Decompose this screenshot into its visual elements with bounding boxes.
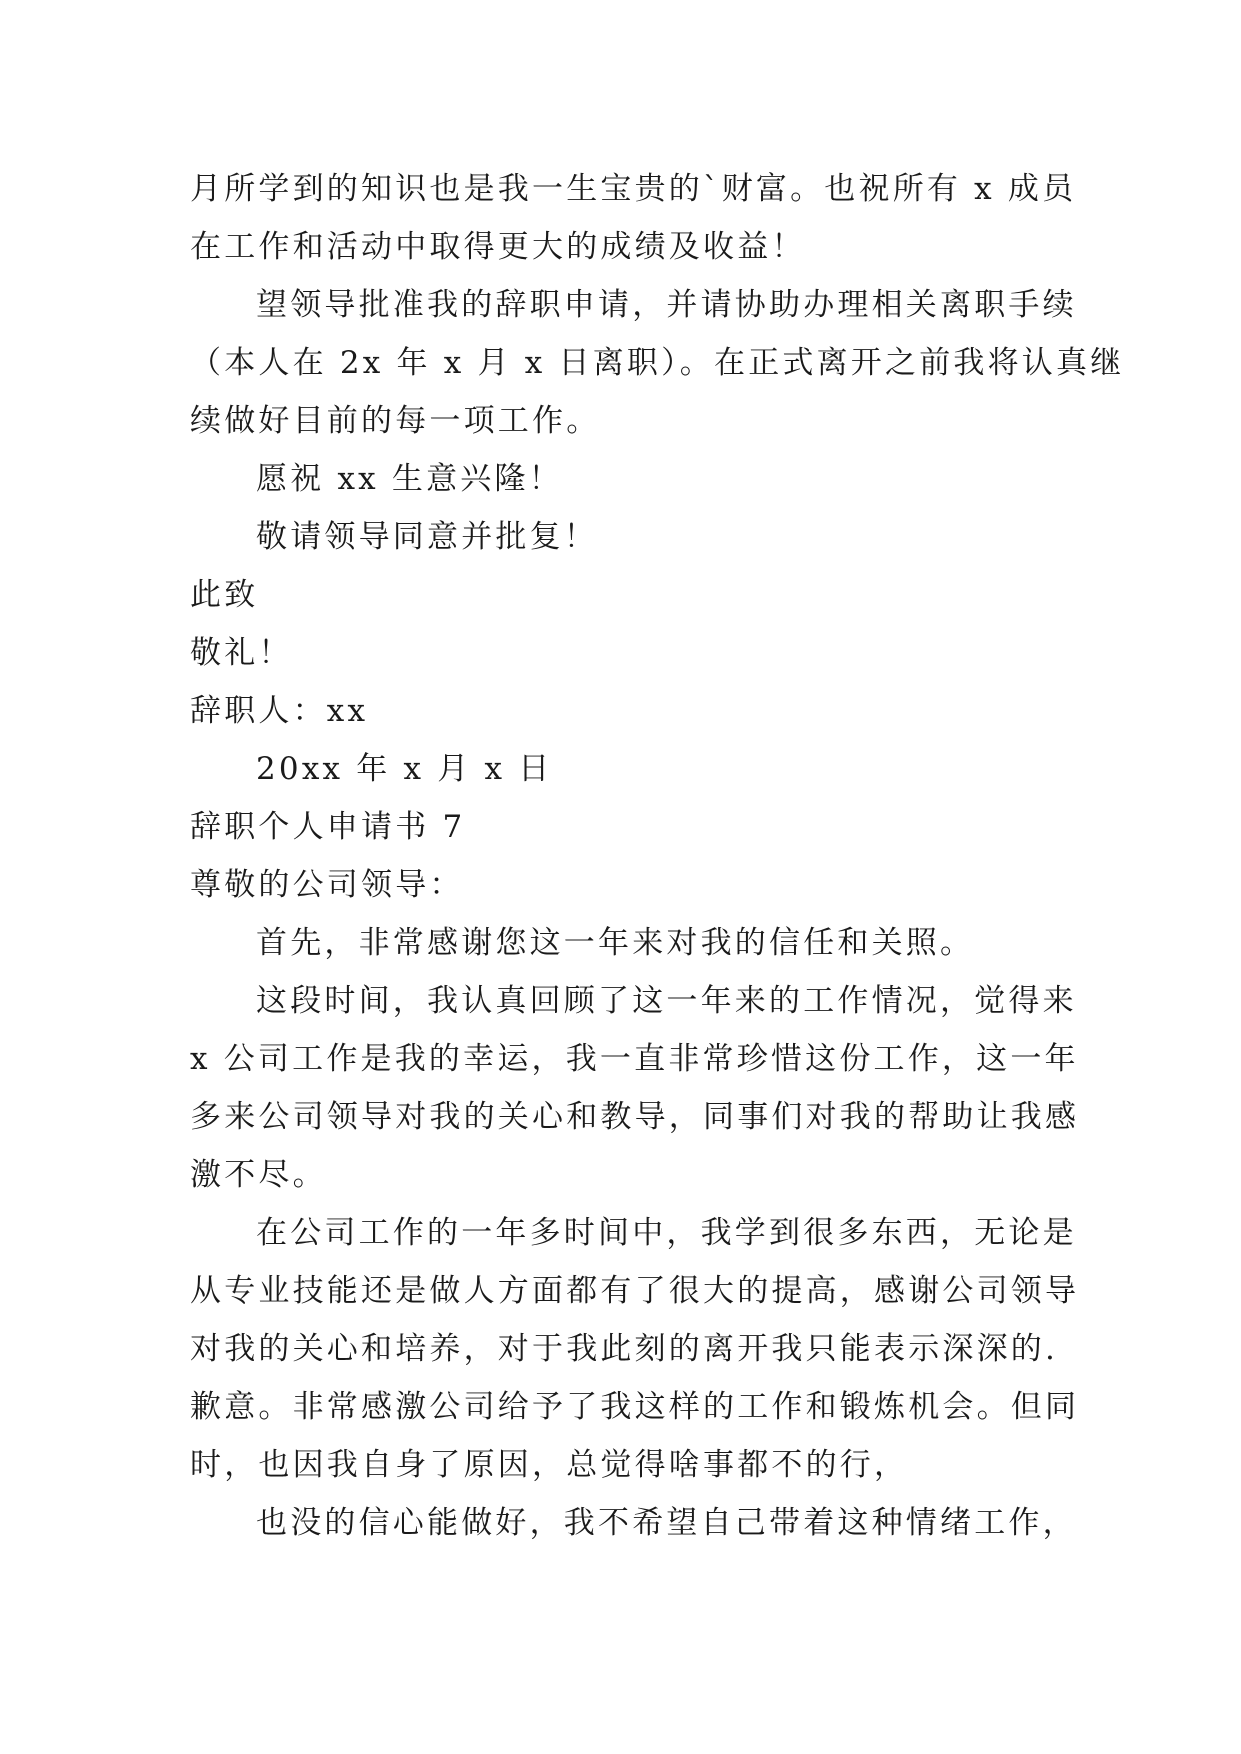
- body-line: 望领导批准我的辞职申请，并请协助办理相关离职手续: [256, 287, 1077, 323]
- body-line: 在公司工作的一年多时间中，我学到很多东西，无论是: [256, 1215, 1077, 1251]
- section-title: 辞职个人申请书 7: [190, 809, 466, 845]
- salutation-line: 尊敬的公司领导：: [190, 867, 464, 903]
- body-line: 激不尽。: [190, 1157, 327, 1193]
- body-line: 在工作和活动中取得更大的成绩及收益！: [190, 229, 806, 265]
- body-line: x 公司工作是我的幸运，我一直非常珍惜这份工作，这一年: [190, 1041, 1079, 1077]
- body-line: 续做好目前的每一项工作。: [190, 403, 601, 439]
- body-line: 对我的关心和培养，对于我此刻的离开我只能表示深深的.: [190, 1331, 1059, 1367]
- closing-line: 敬礼！: [190, 635, 293, 671]
- body-line: 愿祝 xx 生意兴隆！: [256, 461, 563, 497]
- body-line: 这段时间，我认真回顾了这一年来的工作情况，觉得来: [256, 983, 1077, 1019]
- body-line: （本人在 2x 年 x 月 x 日离职）。在正式离开之前我将认真继: [190, 345, 1125, 381]
- body-line: 歉意。非常感激公司给予了我这样的工作和锻炼机会。但同: [190, 1389, 1080, 1425]
- closing-line: 此致: [190, 577, 259, 613]
- body-line: 从专业技能还是做人方面都有了很大的提高，感谢公司领导: [190, 1273, 1080, 1309]
- body-line: 月所学到的知识也是我一生宝贵的`财富。也祝所有 x 成员: [190, 171, 1077, 207]
- body-line: 时，也因我自身了原因，总觉得啥事都不的行，: [190, 1447, 909, 1483]
- signature-line: 辞职人：xx: [190, 693, 369, 729]
- body-line: 也没的信心能做好，我不希望自己带着这种情绪工作，: [256, 1505, 1077, 1541]
- body-line: 敬请领导同意并批复！: [256, 519, 598, 555]
- body-line: 首先，非常感谢您这一年来对我的信任和关照。: [256, 925, 975, 961]
- date-line: 20xx 年 x 月 x 日: [256, 751, 553, 787]
- body-line: 多来公司领导对我的关心和教导，同事们对我的帮助让我感: [190, 1099, 1080, 1135]
